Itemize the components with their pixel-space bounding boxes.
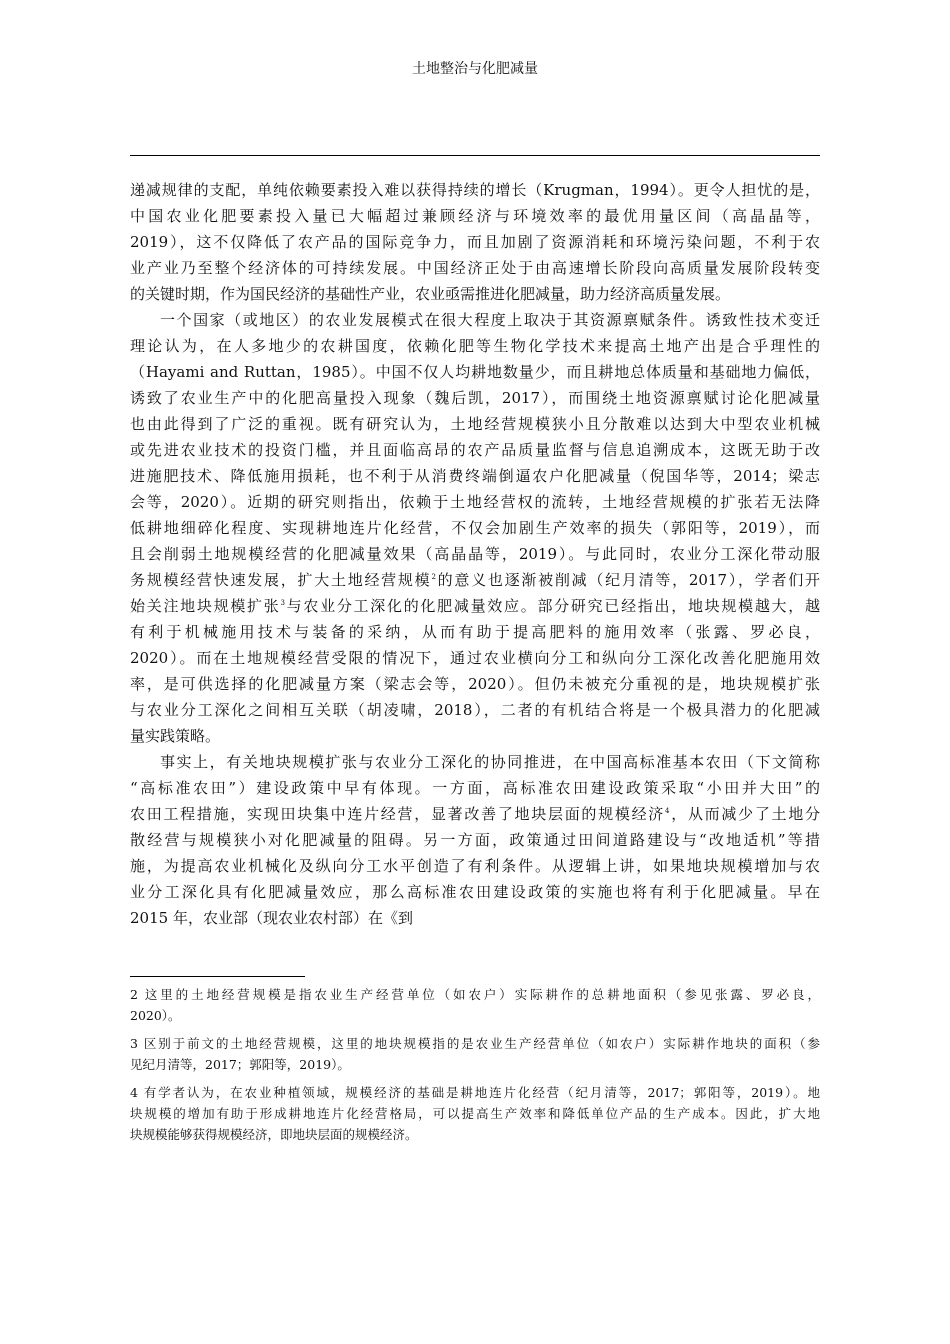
text-line: 诱致了农业生产中的化肥高量投入现象（魏后凯，2017），而围绕土地资源禀赋讨论化肥减量 — [130, 389, 820, 407]
line-text: 的意义也逐渐被削减（纪月清等，2017），学者们开 — [435, 571, 820, 589]
text-line: 散经营与规模狭小对化肥减量的阻碍。另一方面，政策通过田间道路建设与“改地适机”等措 — [130, 831, 820, 849]
text-line: 进施肥技术、降低施用损耗，也不利于从消费终端倒逼农户化肥减量（倪国华等，2014；梁志 — [130, 467, 820, 485]
footnote — [130, 984, 820, 1026]
footnote-line: 块规模的增加有助于形成耕地连片化经营格局，可以提高生产效率和降低单位产品的生产成本。因此，扩大地 — [130, 1106, 820, 1121]
paragraph — [130, 307, 820, 749]
text-line: （Hayami and Ruttan，1985）。中国不仅人均耕地数量少，而且耕地总体质量和基础地力偏低， — [130, 363, 820, 381]
main-text — [130, 177, 820, 931]
text-line: 量实践策略。 — [130, 727, 221, 745]
paragraph — [130, 749, 820, 931]
header-rule — [130, 155, 820, 156]
text-line: 率，是可供选择的化肥减量方案（梁志会等，2020）。但仍未被充分重视的是，地块规模扩张 — [130, 675, 820, 693]
text-line: 的关键时期，作为国民经济的基础性产业，农业亟需推进化肥减量，助力经济高质量发展。 — [130, 285, 731, 303]
text-line: 且会削弱土地规模经营的化肥减量效果（高晶晶等，2019）。与此同时，农业分工深化带动服 — [130, 545, 820, 563]
footnotes — [130, 984, 820, 1152]
text-line: 也由此得到了广泛的重视。既有研究认为，土地经营规模狭小且分散难以达到大中型农业机械 — [130, 415, 820, 433]
text-line: 施，为提高农业机械化及纵向分工水平创造了有利条件。从逻辑上讲，如果地块规模增加与农 — [130, 857, 820, 875]
line-text: 始关注地块规模扩张 — [130, 597, 281, 615]
text-line — [130, 593, 820, 619]
line-text: ，从而减少了土地分 — [669, 805, 820, 823]
text-line: “高标准农田”）建设政策中早有体现。一方面，高标准农田建设政策采取“小田并大田”的 — [130, 779, 820, 797]
text-line: 事实上，有关地块规模扩张与农业分工深化的协同推进，在中国高标准基本农田（下文简称 — [160, 753, 820, 771]
footnote-line: 块规模能够获得规模经济，即地块层面的规模经济。 — [130, 1127, 418, 1142]
text-line: 2015 年，农业部（现农业农村部）在《到 — [130, 909, 413, 927]
text-line: 有利于机械施用技术与装备的采纳，从而有助于提高肥料的施用效率（张露、罗必良， — [130, 623, 820, 641]
footnote-marker: 4 — [665, 807, 670, 815]
footnote-line: 见纪月清等，2017；郭阳等，2019）。 — [130, 1057, 350, 1072]
footnote — [130, 1033, 820, 1075]
text-line: 或先进农业技术的投资门槛，并且面临高昂的农产品质量监督与信息追溯成本，这既无助于改 — [130, 441, 820, 459]
footnote — [130, 1082, 820, 1145]
text-line: 递减规律的支配，单纯依赖要素投入难以获得持续的增长（Krugman，1994）。更令人担忧的是， — [130, 181, 820, 199]
footnote-line: 4 有学者认为，在农业种植领域，规模经济的基础是耕地连片化经营（纪月清等，2017；郭阳等，2019）。地 — [130, 1085, 820, 1100]
text-line: 2019），这不仅降低了农产品的国际竞争力，而且加剧了资源消耗和环境污染问题，不利于农 — [130, 233, 820, 251]
text-line: 2020）。而在土地规模经营受限的情况下，通过农业横向分工和纵向分工深化改善化肥施用效 — [130, 649, 820, 667]
footnote-line: 2020）。 — [130, 1008, 181, 1023]
footnote-line: 2 这里的土地经营规模是指农业生产经营单位（如农户）实际耕作的总耕地面积（参见张露、罗必良， — [130, 987, 820, 1002]
footnote-line: 3 区别于前文的土地经营规模，这里的地块规模指的是农业生产经营单位（如农户）实际耕作地块的面积（参 — [130, 1036, 820, 1051]
text-line: 理论认为，在人多地少的农耕国度，依赖化肥等生物化学技术来提高土地产出是合乎理性的 — [130, 337, 820, 355]
text-line: 会等，2020）。近期的研究则指出，依赖于土地经营权的流转，土地经营规模的扩张若无法降 — [130, 493, 820, 511]
text-line: 低耕地细碎化程度、实现耕地连片化经营，不仅会加剧生产效率的损失（郭阳等，2019），而 — [130, 519, 820, 537]
line-text: 农田工程措施，实现田块集中连片经营，显著改善了地块层面的规模经济 — [130, 805, 666, 823]
footnote-marker: 3 — [280, 599, 285, 607]
footnote-marker: 2 — [431, 573, 436, 581]
text-line: 与农业分工深化之间相互关联（胡凌啸，2018），二者的有机结合将是一个极具潜力的化肥减 — [130, 701, 820, 719]
running-header: 土地整治与化肥减量 — [412, 61, 538, 77]
footnote-separator — [130, 976, 305, 977]
text-line: 业分工深化具有化肥减量效应，那么高标准农田建设政策的实施也将有利于化肥减量。早在 — [130, 883, 820, 901]
text-line: 一个国家（或地区）的农业发展模式在很大程度上取决于其资源禀赋条件。诱致性技术变迁 — [160, 311, 820, 329]
text-line — [130, 801, 820, 827]
text-line: 中国农业化肥要素投入量已大幅超过兼顾经济与环境效率的最优用量区间（高晶晶等， — [130, 207, 820, 225]
text-line — [130, 567, 820, 593]
paragraph — [130, 177, 820, 307]
text-line: 业产业乃至整个经济体的可持续发展。中国经济正处于由高速增长阶段向高质量发展阶段转变 — [130, 259, 820, 277]
line-text: 与农业分工深化的化肥减量效应。部分研究已经指出，地块规模越大，越 — [284, 597, 820, 615]
line-text: 务规模经营快速发展，扩大土地经营规模 — [130, 571, 432, 589]
